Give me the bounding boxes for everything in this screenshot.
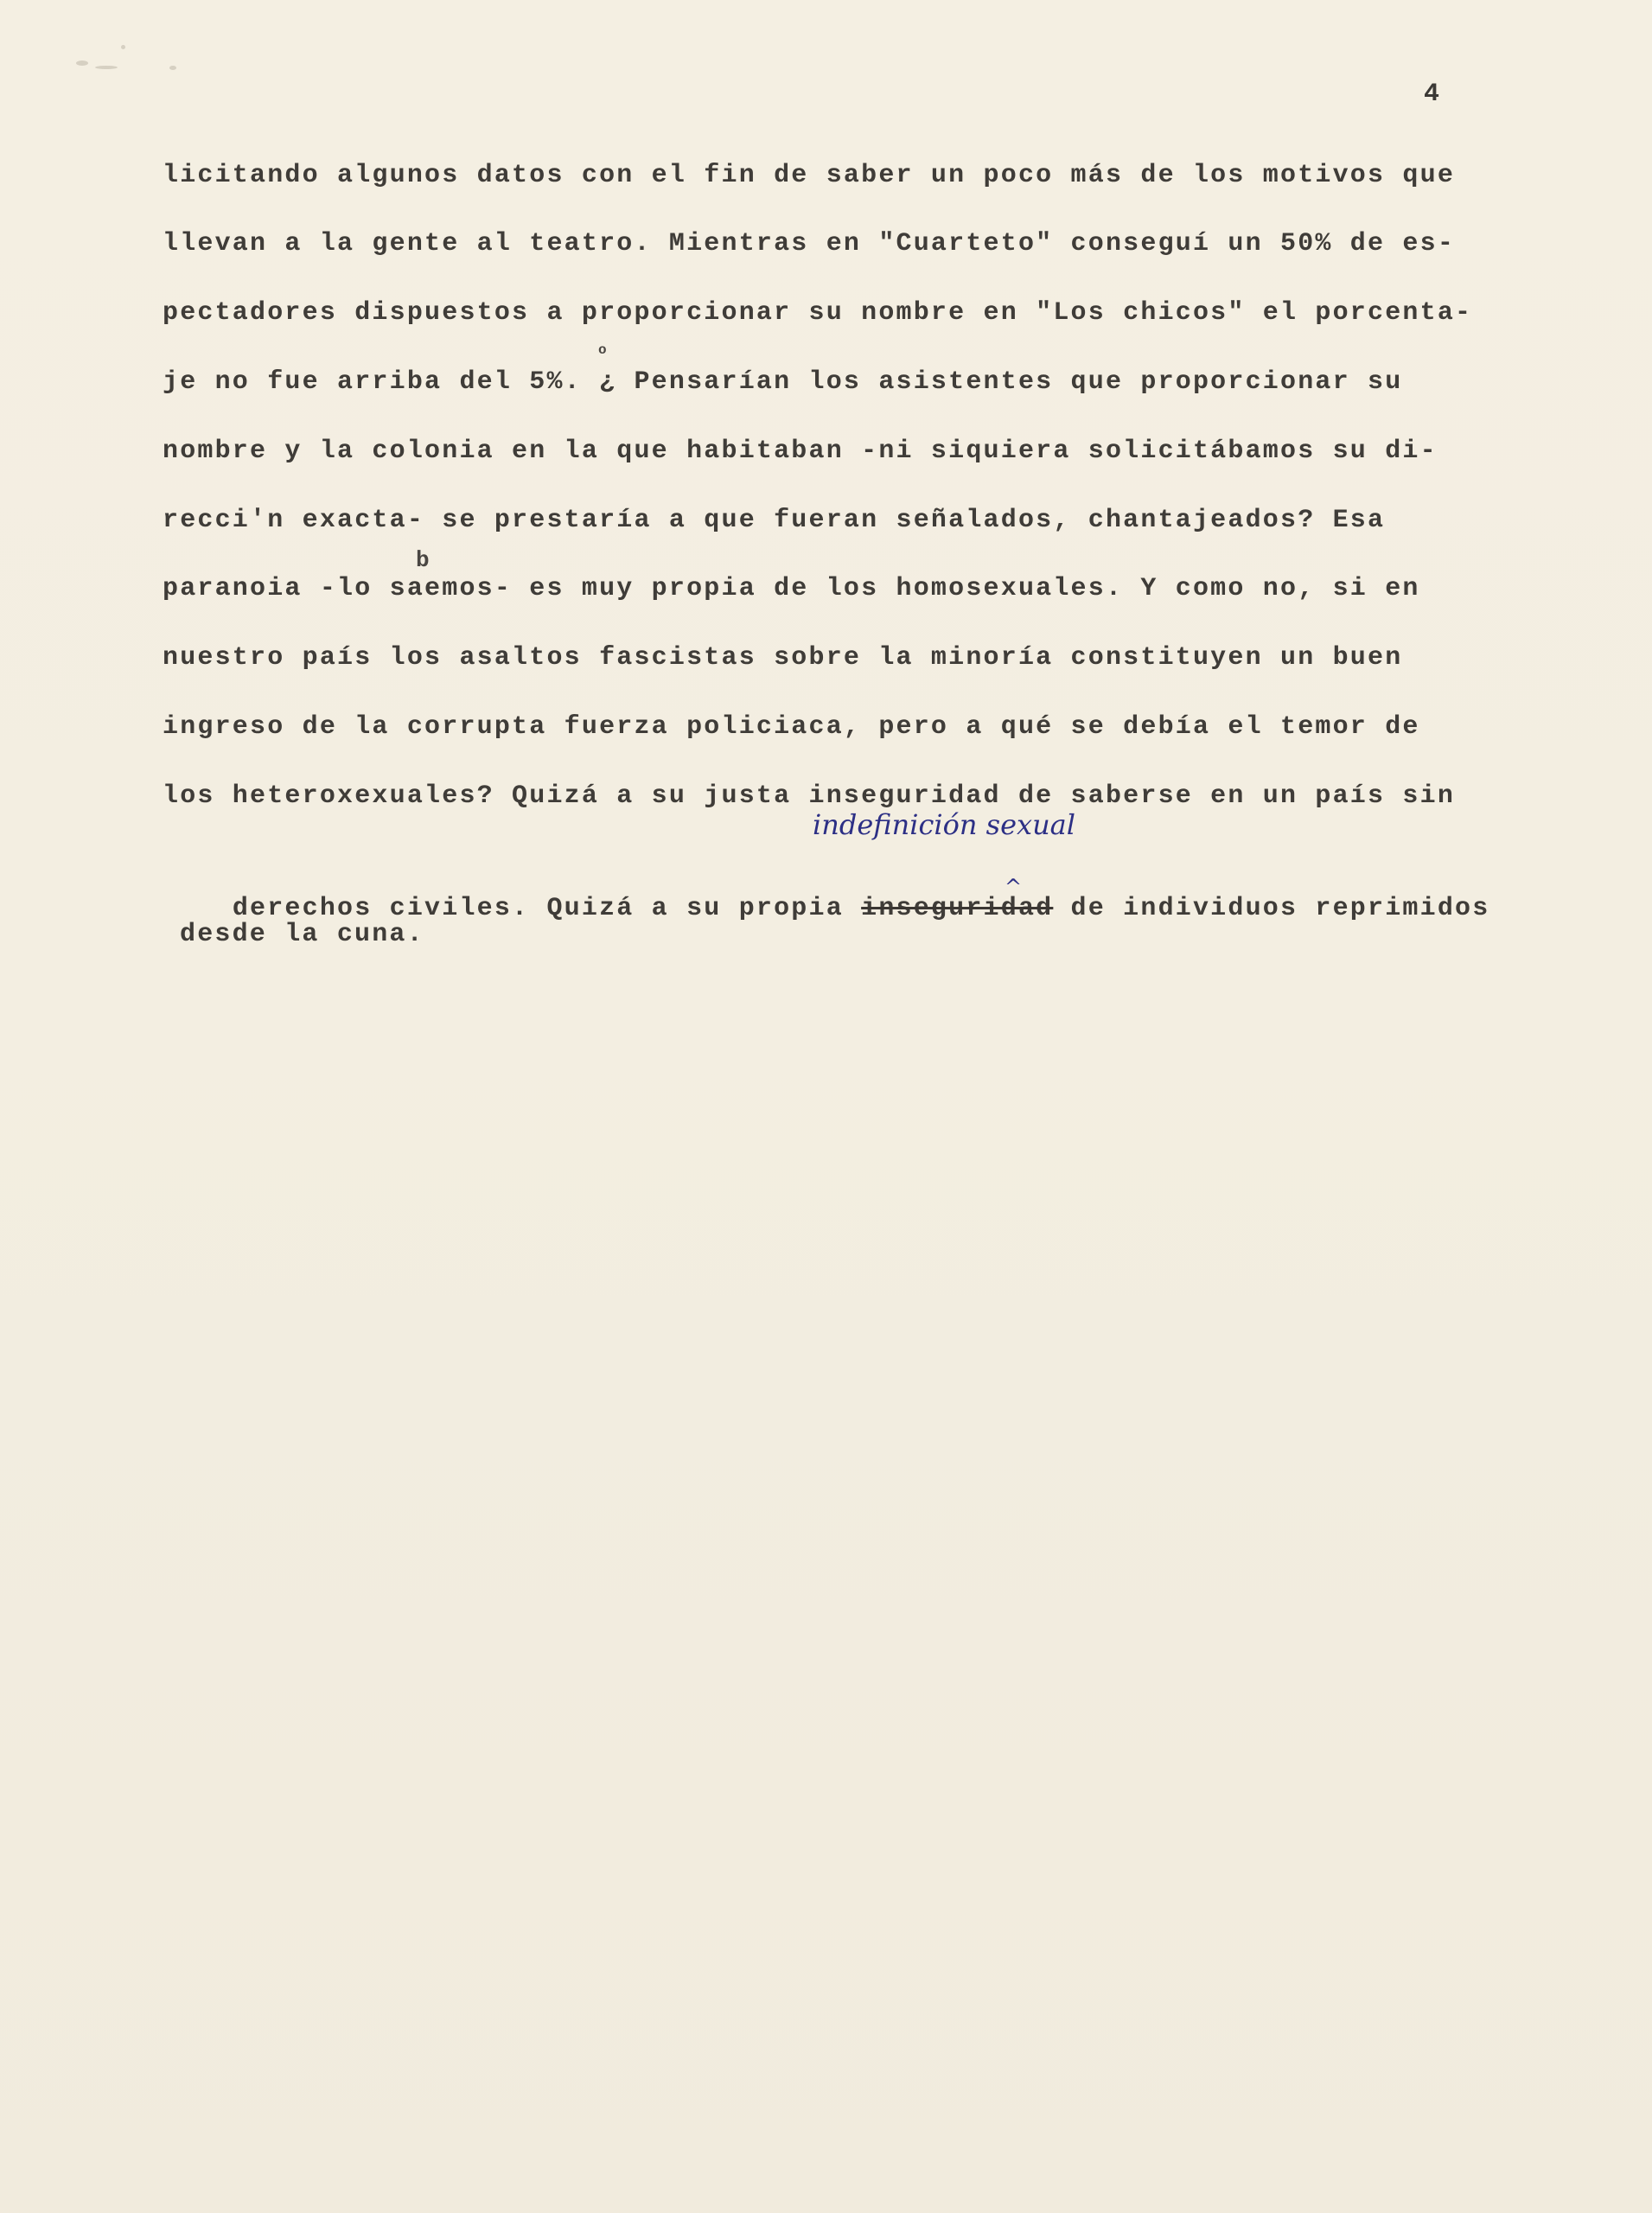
text-line: desde la cuna. [180, 920, 424, 949]
paper-mark [169, 66, 176, 70]
text-line: recci'n exacta- se prestaría a que fueran señalados, chantajeados? Esa [163, 506, 1386, 535]
text-line: nuestro país los asaltos fascistas sobre la minoría constituyen un buen [163, 643, 1403, 673]
paper-mark [121, 45, 125, 49]
text-line: llevan a la gente al teatro. Mientras en "Cuarteto" conseguí un 50% de es- [163, 229, 1456, 258]
caret-mark: ^ [1005, 875, 1023, 899]
text-line: pectadores dispuestos a proporcionar su nombre en "Los chicos" el porcenta- [163, 298, 1473, 328]
page-number: 4 [1424, 80, 1440, 109]
superscript-b: b [416, 547, 430, 573]
text-line: nombre y la colonia en la que habitaban -ni siquiera solicitábamos su di- [163, 437, 1438, 466]
text-line: ingreso de la corrupta fuerza policiaca, pero a qué se debía el temor de [163, 712, 1420, 742]
paper-mark [95, 66, 118, 69]
line-11-before: derechos civiles. Quizá a su propia [232, 894, 862, 923]
paper-mark [76, 61, 88, 66]
text-line: los heteroxexuales? Quizá a su justa inseguridad de saberse en un país sin [163, 781, 1456, 811]
text-line: licitando algunos datos con el fin de saber un poco más de los motivos que [163, 161, 1456, 190]
struck-word: inseguridad [861, 894, 1054, 923]
text-line [163, 844, 1490, 923]
line-11-after: de individuos reprimidos [1053, 894, 1490, 923]
handwritten-insertion: indefinición sexual [813, 808, 1075, 841]
text-line: paranoia -lo saemos- es muy propia de los homosexuales. Y como no, si en [163, 574, 1420, 603]
text-line: je no fue arriba del 5%. ¿ Pensarían los asistentes que proporcionar su [163, 367, 1403, 397]
superscript-o: o [598, 342, 607, 358]
